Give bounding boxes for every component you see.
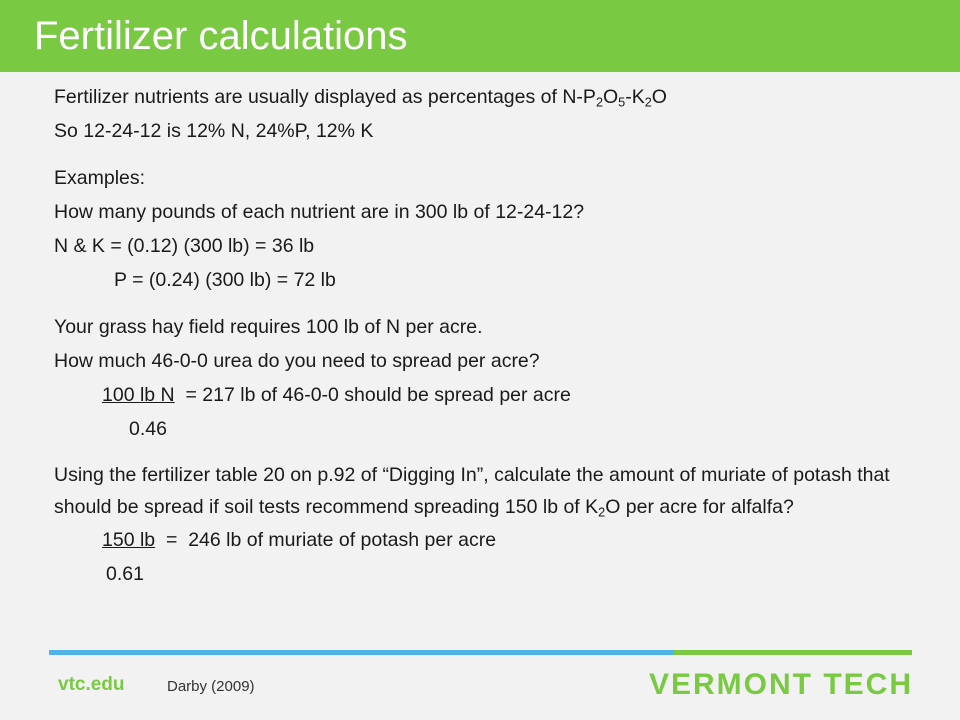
example2-line-1: Your grass hay field requires 100 lb of N per acre. [54,316,483,338]
footer-website: vtc.edu [58,674,125,695]
example2-numerator: 100 lb N [102,384,175,406]
footer-divider-blue [49,650,674,655]
example2-result: = 217 lb of 46-0-0 should be spread per acre [174,384,571,406]
example2-denominator: 0.46 [129,418,167,440]
example1-answer-nk: N & K = (0.12) (300 lb) = 36 lb [54,235,315,257]
example3-denominator: 0.61 [106,563,144,585]
example2-line-2: How much 46-0-0 urea do you need to spread per acre? [54,350,540,372]
footer-divider-green [674,650,912,655]
example3-result: = 246 lb of muriate of potash per acre [155,529,497,551]
vermont-tech-logo: VERMONT TECH [649,668,913,701]
slide-body [54,80,934,591]
example3-numerator: 150 lb [102,529,156,551]
example3-equation [54,523,934,557]
example1-answer-p: P = (0.24) (300 lb) = 72 lb [114,269,336,291]
example1-question: How many pounds of each nutrient are in 300 lb of 12-24-12? [54,201,585,223]
footer-source: Darby (2009) [167,678,255,695]
title-bar [0,0,960,72]
example3-question: Using the fertilizer table 20 on p.92 of “Digging In”, calculate the amount of muriate of potash that should be spread if soil tests recommend spreading 150 lb of $K_2O$ per acre for alfalfa? [54,464,890,520]
examples-heading: Examples: [54,167,146,189]
intro-line-2: So 12-24-12 is 12% N, 24%P, 12% K [54,120,374,142]
slide-title: Fertilizer calculations [34,14,408,58]
intro-line-1: Fertilizer nutrients are usually displayed as percentages of $N-P_2O_5-K_2O$ [54,86,667,110]
example2-equation [54,378,934,412]
